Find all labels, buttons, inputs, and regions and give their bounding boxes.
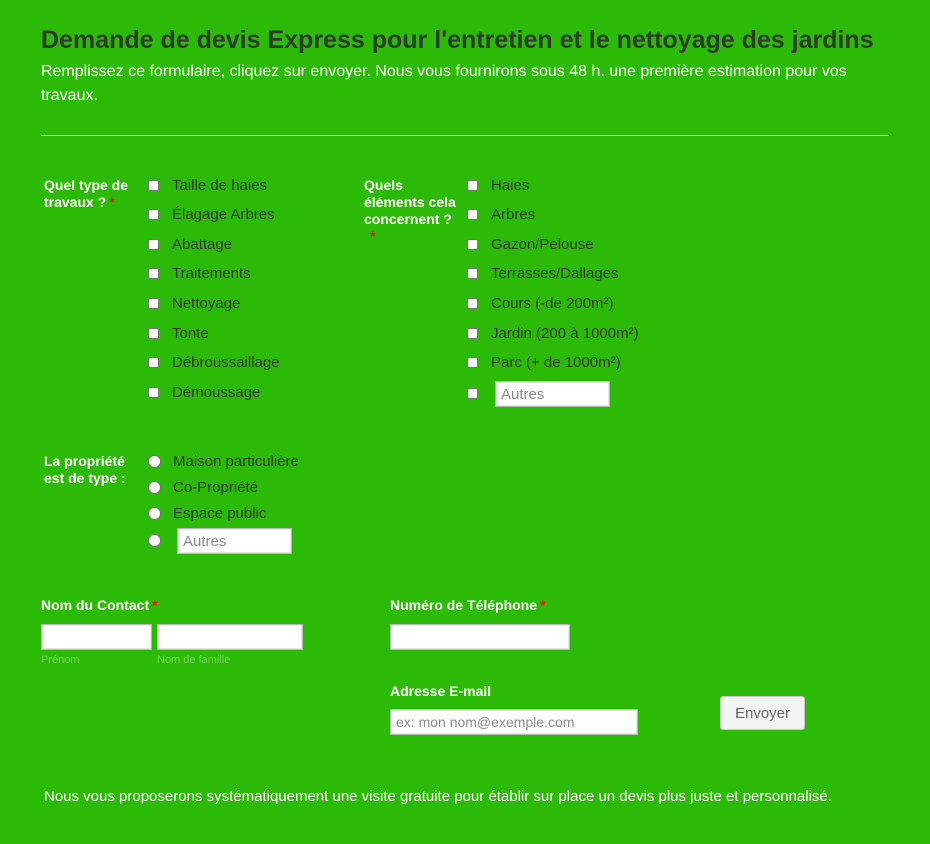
- elements-option-label: Parc (+ de 1000m²): [491, 354, 621, 372]
- work-type-label-text: Quel type de travaux ?: [44, 177, 129, 210]
- first-name-input[interactable]: [41, 624, 152, 650]
- radio-property-type[interactable]: [148, 507, 161, 520]
- contact-name-label: [41, 597, 158, 614]
- work-type-option[interactable]: [148, 318, 209, 348]
- work-type-option-label: Traitements: [172, 265, 251, 283]
- checkbox-elements[interactable]: [467, 268, 478, 279]
- checkbox-work-type[interactable]: [148, 180, 159, 191]
- property-type-option-label: Co-Propriété: [173, 478, 259, 496]
- elements-option[interactable]: [467, 288, 614, 318]
- elements-option[interactable]: [467, 348, 621, 378]
- work-type-option[interactable]: [148, 348, 280, 378]
- elements-label: [364, 177, 460, 245]
- property-type-label: La propriété est de type :: [44, 453, 126, 486]
- checkbox-elements[interactable]: [467, 180, 478, 191]
- elements-label-text: Quels éléments cela concernent ?: [364, 177, 456, 227]
- checkbox-elements-other[interactable]: [467, 388, 478, 399]
- property-type-option[interactable]: [148, 498, 266, 528]
- checkbox-elements[interactable]: [467, 328, 478, 339]
- elements-option[interactable]: [467, 318, 639, 348]
- first-name-sublabel: Prénom: [41, 654, 80, 666]
- work-type-option[interactable]: [148, 288, 240, 318]
- checkbox-work-type[interactable]: [148, 298, 159, 309]
- contact-name-label-text: Nom du Contact: [41, 597, 150, 613]
- elements-option[interactable]: [467, 259, 619, 289]
- checkbox-work-type[interactable]: [148, 268, 159, 279]
- phone-input[interactable]: [390, 624, 570, 650]
- form-title: Demande de devis Express pour l'entretien et le nettoyage des jardins: [41, 26, 874, 54]
- property-other-input[interactable]: [177, 528, 292, 554]
- checkbox-elements[interactable]: [467, 357, 478, 368]
- radio-property-other[interactable]: [148, 534, 161, 547]
- form-subtitle: Remplissez ce formulaire, cliquez sur envoyer. Nous vous fournirons sous 48 h. une première estimation pour vos travaux.: [41, 63, 847, 104]
- required-mark: *: [540, 597, 546, 613]
- work-type-option[interactable]: [148, 229, 232, 259]
- checkbox-work-type[interactable]: [148, 357, 159, 368]
- checkbox-work-type[interactable]: [148, 328, 159, 339]
- work-type-option-label: Démoussage: [172, 383, 261, 401]
- phone-label-text: Numéro de Téléphone: [390, 597, 538, 613]
- checkbox-elements[interactable]: [467, 298, 478, 309]
- work-type-option-label: Nettoyage: [172, 294, 241, 312]
- work-type-label: [44, 177, 142, 211]
- divider: [41, 135, 889, 136]
- work-type-option-label: Élagage Arbres: [172, 206, 275, 224]
- elements-option[interactable]: [467, 200, 535, 230]
- elements-option[interactable]: [467, 229, 594, 259]
- elements-option-label: Haies: [491, 176, 530, 194]
- work-type-option[interactable]: [148, 200, 275, 230]
- property-type-option-label: Maison particulière: [173, 452, 299, 470]
- work-type-option-label: Débroussaillage: [172, 354, 280, 372]
- required-mark: *: [370, 228, 376, 244]
- property-other-option: [148, 525, 161, 555]
- property-type-option-label: Espace public: [173, 504, 267, 522]
- checkbox-work-type[interactable]: [148, 239, 159, 250]
- elements-option-label: Arbres: [491, 206, 536, 224]
- elements-option-label: Cours (-de 200m²): [491, 294, 614, 312]
- email-input[interactable]: [390, 709, 638, 735]
- last-name-sublabel: Nom de famille: [157, 654, 231, 666]
- elements-other-input[interactable]: [495, 381, 610, 407]
- radio-property-type[interactable]: [148, 455, 161, 468]
- checkbox-work-type[interactable]: [148, 387, 159, 398]
- footer-note: Nous vous proposerons systématiquement une visite gratuite pour établir sur place un devis plus juste et personnalisé.: [44, 788, 832, 805]
- submit-button[interactable]: Envoyer: [720, 696, 805, 730]
- work-type-option[interactable]: [148, 377, 260, 407]
- work-type-option-label: Abattage: [172, 235, 233, 253]
- email-label: Adresse E-mail: [390, 683, 492, 699]
- elements-option-label: Terrasses/Dallages: [491, 265, 619, 283]
- required-mark: *: [152, 597, 158, 613]
- last-name-input[interactable]: [157, 624, 303, 650]
- checkbox-work-type[interactable]: [148, 209, 159, 220]
- elements-option[interactable]: [467, 170, 529, 200]
- work-type-option[interactable]: [148, 259, 251, 289]
- required-mark: *: [109, 194, 115, 210]
- elements-option-label: Gazon/Pelouse: [491, 235, 594, 253]
- work-type-option-label: Tonte: [172, 324, 209, 342]
- elements-option-label: Jardin (200 à 1000m²): [491, 324, 639, 342]
- phone-label: [390, 597, 545, 614]
- elements-other-option: [467, 378, 478, 408]
- work-type-option-label: Taille de haies: [172, 176, 268, 194]
- checkbox-elements[interactable]: [467, 239, 478, 250]
- work-type-option[interactable]: [148, 170, 267, 200]
- checkbox-elements[interactable]: [467, 209, 478, 220]
- radio-property-type[interactable]: [148, 481, 161, 494]
